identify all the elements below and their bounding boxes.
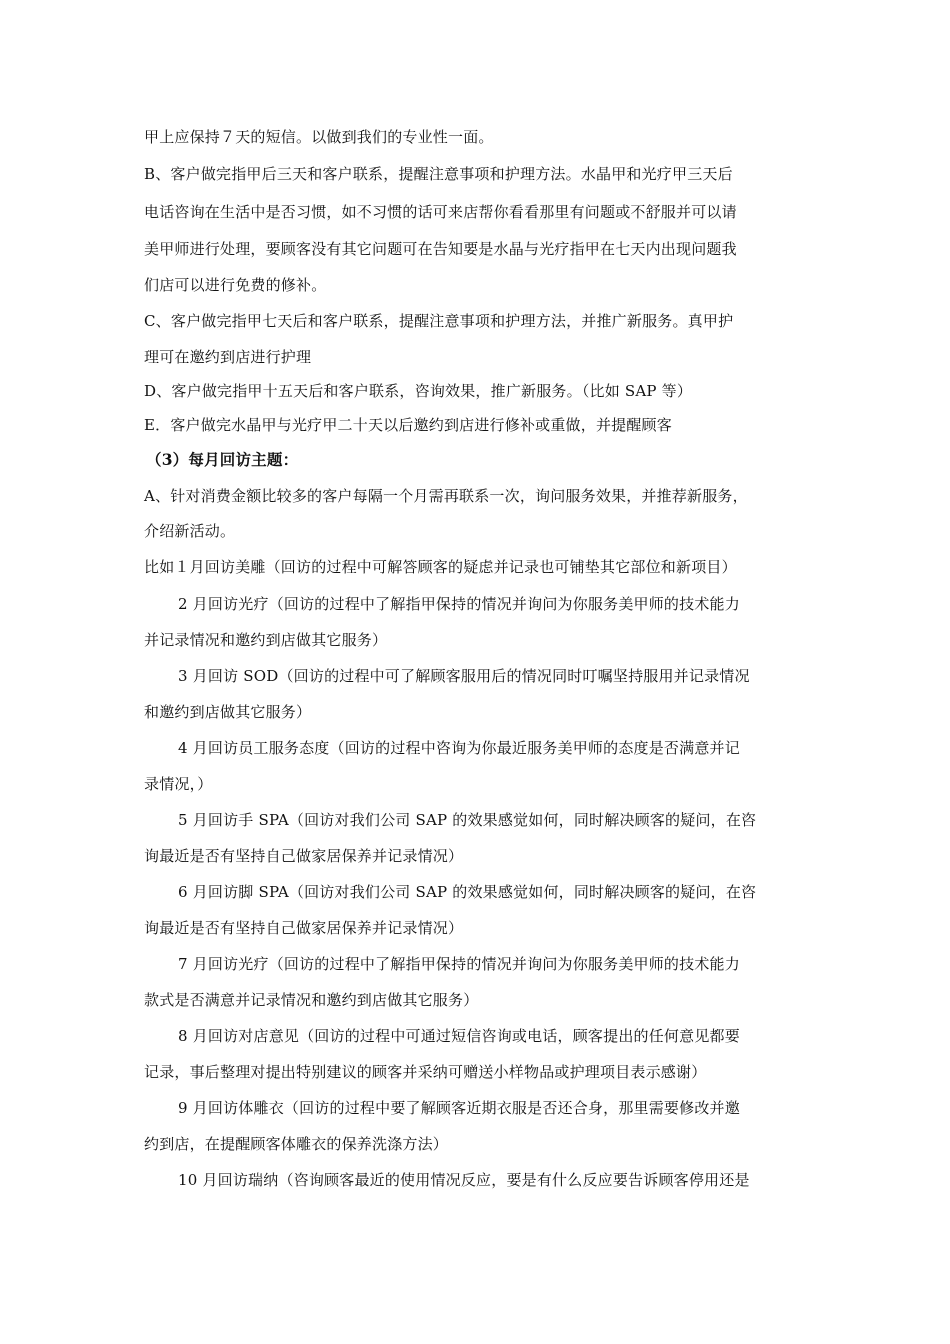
paragraph-line: D、客户做完指甲十五天后和客户联系，咨询效果，推广新服务。（比如 SAP 等） [144, 382, 693, 400]
paragraph-line: 询最近是否有坚持自己做家居保养并记录情况） [144, 919, 464, 937]
paragraph-line: 并记录情况和邀约到店做其它服务） [144, 631, 388, 649]
paragraph-line: C、客户做完指甲七天后和客户联系，提醒注意事项和护理方法，并推广新服务。真甲护 [144, 312, 734, 330]
paragraph-line: B、客户做完指甲后三天和客户联系，提醒注意事项和护理方法。水晶甲和光疗甲三天后 [144, 165, 733, 183]
paragraph-line: 比如１月回访美雕（回访的过程中可解答顾客的疑虑并记录也可铺垫其它部位和新项目） [144, 558, 737, 576]
paragraph-line: 4 月回访员工服务态度（回访的过程中咨询为你最近服务美甲师的态度是否满意并记 [178, 739, 740, 757]
paragraph-line: 电话咨询在生活中是否习惯，如不习惯的话可来店帮你看看那里有问题或不舒服并可以请 [144, 203, 737, 221]
paragraph-line: 10 月回访瑞纳（咨询顾客最近的使用情况反应，要是有什么反应要告诉顾客停用还是 [178, 1171, 750, 1189]
paragraph-line: 甲上应保持７天的短信。以做到我们的专业性一面。 [144, 128, 494, 146]
paragraph-line: 录情况，） [144, 775, 213, 793]
paragraph-line: 6 月回访脚 SPA（回访对我们公司 SAP 的效果感觉如何，同时解决顾客的疑问，在咨 [178, 883, 757, 901]
paragraph-line: 美甲师进行处理，要顾客没有其它问题可在告知要是水晶与光疗指甲在七天内出现问题我 [144, 240, 737, 258]
paragraph-line: 和邀约到店做其它服务） [144, 703, 312, 721]
paragraph-line: 2 月回访光疗（回访的过程中了解指甲保持的情况并询问为你服务美甲师的技术能力 [178, 595, 740, 613]
paragraph-line: 们店可以进行免费的修补。 [144, 276, 327, 294]
section-heading: （3）每月回访主题： [146, 450, 299, 469]
paragraph-line: 款式是否满意并记录情况和邀约到店做其它服务） [144, 991, 479, 1009]
paragraph-line: 3 月回访 SOD（回访的过程中可了解顾客服用后的情况同时叮嘱坚持服用并记录情况 [178, 667, 750, 685]
paragraph-line: 8 月回访对店意见（回访的过程中可通过短信咨询或电话，顾客提出的任何意见都要 [178, 1027, 740, 1045]
paragraph-line: 理可在邀约到店进行护理 [144, 348, 312, 366]
paragraph-line: 介绍新活动。 [144, 522, 236, 540]
paragraph-line: 约到店，在提醒顾客体雕衣的保养洗涤方法） [144, 1135, 449, 1153]
paragraph-line: 9 月回访体雕衣（回访的过程中要了解顾客近期衣服是否还合身，那里需要修改并邀 [178, 1099, 740, 1117]
paragraph-line: 7 月回访光疗（回访的过程中了解指甲保持的情况并询问为你服务美甲师的技术能力 [178, 955, 740, 973]
paragraph-line: E．客户做完水晶甲与光疗甲二十天以后邀约到店进行修补或重做，并提醒顾客 [144, 416, 672, 434]
paragraph-line: 询最近是否有坚持自己做家居保养并记录情况） [144, 847, 464, 865]
paragraph-line: A、针对消费金额比较多的客户每隔一个月需再联系一次，询问服务效果，并推荐新服务， [144, 487, 748, 505]
paragraph-line: 5 月回访手 SPA（回访对我们公司 SAP 的效果感觉如何，同时解决顾客的疑问，在咨 [178, 811, 757, 829]
paragraph-line: 记录，事后整理对提出特别建议的顾客并采纳可赠送小样物品或护理项目表示感谢） [144, 1063, 707, 1081]
